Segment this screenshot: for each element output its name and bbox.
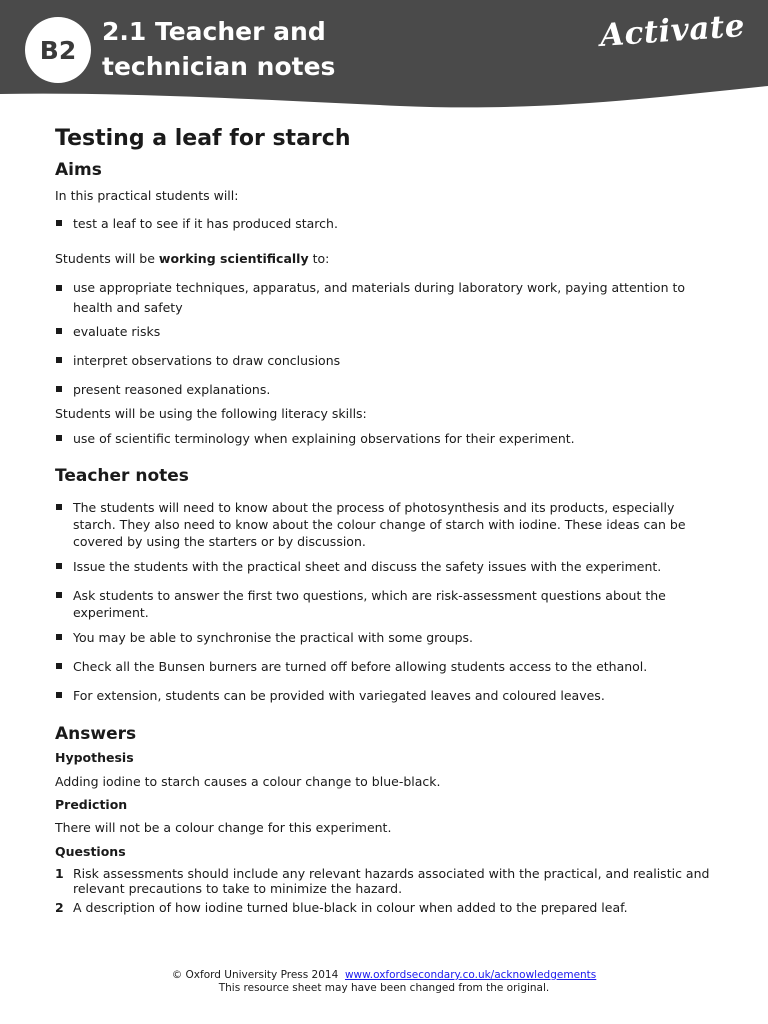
bullet-icon	[56, 592, 62, 598]
bullet-icon	[56, 220, 62, 226]
page-header	[0, 0, 768, 115]
aims-intro: In this practical students will:	[55, 188, 239, 203]
copyright-line	[0, 969, 768, 982]
page-footer	[0, 969, 768, 995]
list-item: Issue the students with the practical sheet and discuss the safety issues with the experiment.	[55, 558, 715, 575]
bullet-icon	[56, 386, 62, 392]
list-item: interpret observations to draw conclusions	[55, 352, 715, 369]
bullet-icon	[56, 285, 62, 291]
question-number: 1	[55, 866, 64, 881]
list-item: test a leaf to see if it has produced starch.	[55, 215, 715, 232]
bullet-icon	[56, 328, 62, 334]
bullet-icon	[56, 663, 62, 669]
hypothesis-text: Adding iodine to starch causes a colour change to blue-black.	[55, 774, 441, 789]
bullet-icon	[56, 563, 62, 569]
list-item: Ask students to answer the first two questions, which are risk-assessment questions about the experiment.	[55, 587, 715, 621]
list-item: You may be able to synchronise the practical with some groups.	[55, 629, 715, 646]
list-item: use of scientific terminology when explaining observations for their experiment.	[55, 430, 715, 447]
list-item: For extension, students can be provided with variegated leaves and coloured leaves.	[55, 687, 715, 704]
teacher-notes-list	[55, 499, 715, 704]
aims-list	[55, 215, 715, 232]
bullet-icon	[56, 504, 62, 510]
bullet-icon	[56, 634, 62, 640]
ws-bold: working scientifically	[158, 251, 309, 266]
ws-list	[55, 278, 715, 398]
main-content	[55, 124, 715, 916]
activate-logo: Activate	[598, 7, 747, 54]
footer-note: This resource sheet may have been changed from the original.	[218, 982, 550, 994]
bullet-icon	[56, 357, 62, 363]
prediction-label: Prediction	[55, 797, 128, 812]
bullet-icon	[56, 692, 62, 698]
list-item: use appropriate techniques, apparatus, and materials during laboratory work, paying attention to health and safety	[55, 278, 715, 318]
acknowledgements-link[interactable]: www.oxfordsecondary.co.uk/acknowledgements	[344, 969, 597, 981]
hypothesis-label: Hypothesis	[55, 750, 134, 765]
teacher-notes-heading: Teacher notes	[55, 466, 189, 486]
copyright-text: © Oxford University Press 2014	[171, 969, 339, 981]
literacy-intro: Students will be using the following literacy skills:	[55, 406, 367, 421]
answers-heading: Answers	[55, 724, 137, 744]
list-item: Check all the Bunsen burners are turned off before allowing students access to the ethanol.	[55, 658, 715, 675]
header-title-line2: technician notes	[102, 52, 336, 81]
literacy-list	[55, 430, 715, 447]
unit-badge: B2	[25, 17, 91, 83]
questions-list	[55, 866, 715, 916]
question-number: 2	[55, 900, 64, 915]
list-item: present reasoned explanations.	[55, 381, 715, 398]
list-item: 2 A description of how iodine turned blue-black in colour when added to the prepared leaf.	[55, 900, 628, 915]
list-item: 1 Risk assessments should include any relevant hazards associated with the practical, and realistic and relevant precautions to take to minimize the hazard.	[55, 866, 710, 896]
aims-heading: Aims	[55, 160, 102, 180]
list-item: evaluate risks	[55, 323, 715, 340]
page-title: Testing a leaf for starch	[55, 126, 351, 151]
list-item: The students will need to know about the process of photosynthesis and its products, especially starch. They also need to know about the colour change of starch with iodine. These ideas can be covered by using the starters or by discussion.	[55, 499, 715, 550]
prediction-text: There will not be a colour change for this experiment.	[55, 820, 392, 835]
bullet-icon	[56, 435, 62, 441]
ws-intro: Students will be working scientifically to:	[55, 251, 330, 266]
header-title-line1: 2.1 Teacher and	[102, 17, 326, 46]
header-title	[102, 14, 522, 84]
questions-label: Questions	[55, 844, 126, 859]
